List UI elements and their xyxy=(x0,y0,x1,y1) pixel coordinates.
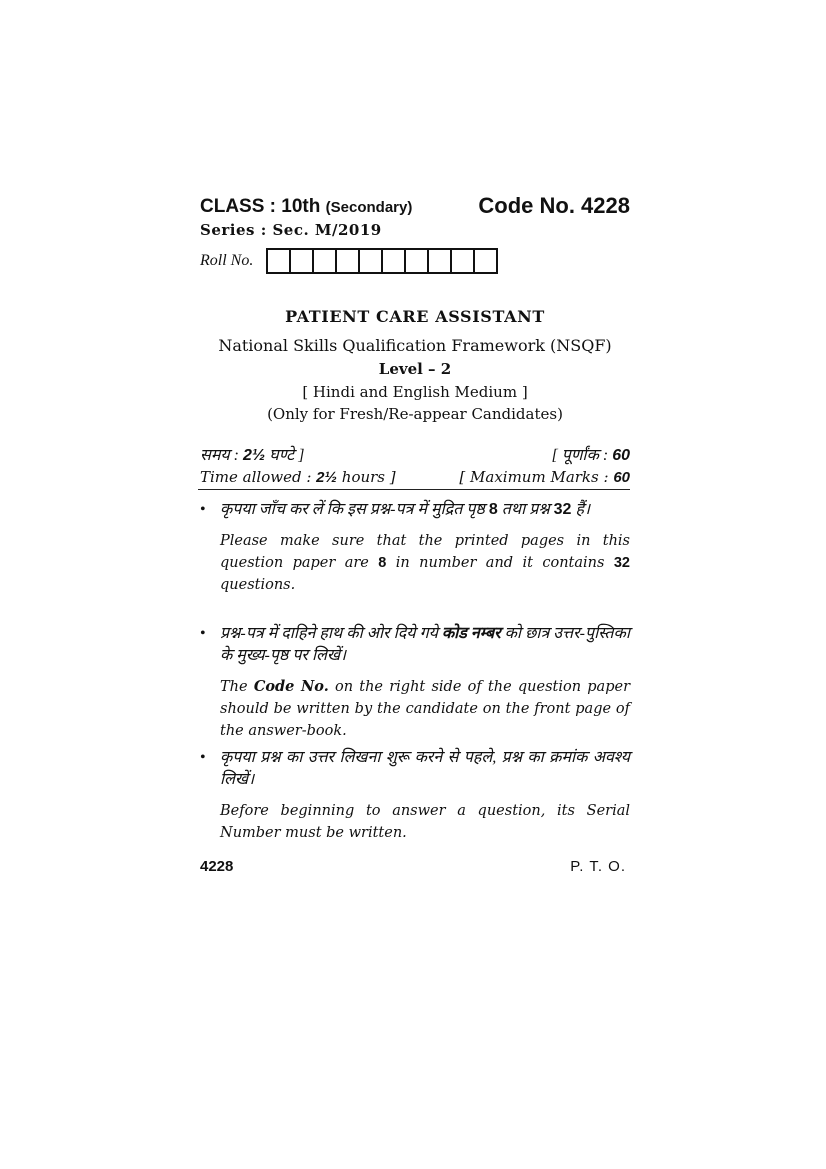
question-count: 32 xyxy=(553,501,572,518)
text: प्रश्न-पत्र में दाहिने हाथ की ओर दिये गये xyxy=(220,625,442,642)
time-hindi-value: 2½ xyxy=(243,447,266,464)
text: हैं। xyxy=(571,501,591,518)
footer-pto: P. T. O. xyxy=(570,858,626,875)
code-number-emphasis: Code No. xyxy=(253,678,329,695)
bullet-icon: • xyxy=(200,501,206,518)
medium-note: [ Hindi and English Medium ] xyxy=(302,383,528,401)
marks-english-label: [ Maximum Marks : xyxy=(459,468,614,486)
text: तथा प्रश्न xyxy=(497,501,554,518)
roll-box[interactable] xyxy=(429,250,452,272)
instruction-2 xyxy=(200,623,630,742)
text: on the right side of the question paper should be written by the candidate on the front page of the answer-book. xyxy=(220,679,631,739)
instruction-1 xyxy=(200,499,630,596)
instruction-3-english: Before beginning to answer a question, its Serial Number must be written. xyxy=(220,803,630,841)
time-hindi-label: समय : xyxy=(200,447,243,464)
bullet-icon: • xyxy=(200,749,206,766)
page-count: 8 xyxy=(378,555,387,571)
text: questions. xyxy=(220,577,296,593)
level-title: Level – 2 xyxy=(378,360,452,378)
footer-code-number: 4228 xyxy=(200,858,234,875)
class-sub: (Secondary) xyxy=(325,199,413,216)
candidates-note: (Only for Fresh/Re-appear Candidates) xyxy=(267,405,563,423)
instruction-3 xyxy=(200,747,630,844)
bullet-icon: • xyxy=(200,625,206,642)
text: The xyxy=(220,679,254,695)
subject-title: PATIENT CARE ASSISTANT xyxy=(285,307,545,326)
text: Please make sure that the printed pages in this question paper are xyxy=(220,533,630,571)
instruction-1-english xyxy=(200,530,630,596)
code-number-emphasis: कोड नम्बर xyxy=(441,625,501,642)
marks-hindi-value: 60 xyxy=(612,447,630,464)
roll-box[interactable] xyxy=(406,250,429,272)
question-count: 32 xyxy=(613,555,630,571)
time-english-value: 2½ xyxy=(316,469,338,486)
time-english-label: Time allowed : xyxy=(200,468,317,486)
class-heading xyxy=(200,196,412,218)
code-number: Code No. 4228 xyxy=(478,193,630,218)
text: कृपया प्रश्न का उत्तर लिखना शुरू करने से पहले, प्रश्न का क्रमांक अवश्य लिखें। xyxy=(220,749,630,788)
time-hindi xyxy=(200,443,304,465)
marks-hindi-label: [ पूर्णांक : xyxy=(551,447,613,464)
roll-box[interactable] xyxy=(475,250,496,272)
time-english-unit: hours ] xyxy=(337,468,396,486)
text: को छात्र उत्तर-पुस्तिका के मुख्य-पृष्ठ पर लिखें। xyxy=(220,625,630,664)
text: कृपया जाँच कर लें कि इस प्रश्न-पत्र में मुद्रित पृष्ठ xyxy=(220,501,489,518)
marks-english-value: 60 xyxy=(613,469,630,486)
roll-box[interactable] xyxy=(268,250,291,272)
text: in number and it contains xyxy=(386,555,614,571)
marks-english xyxy=(459,468,630,486)
time-hindi-unit: घण्टे ] xyxy=(265,447,305,464)
roll-box[interactable] xyxy=(291,250,314,272)
instruction-2-english xyxy=(200,676,630,742)
roll-box[interactable] xyxy=(360,250,383,272)
header-divider xyxy=(198,489,630,490)
roll-box[interactable] xyxy=(383,250,406,272)
roll-number-label: Roll No. xyxy=(200,252,254,269)
roll-number-boxes xyxy=(266,248,498,274)
page-count: 8 xyxy=(488,501,498,518)
marks-hindi xyxy=(552,443,630,465)
roll-box[interactable] xyxy=(314,250,337,272)
roll-box[interactable] xyxy=(337,250,360,272)
class-label: CLASS : 10th xyxy=(200,196,321,217)
instruction-2-hindi xyxy=(200,623,630,667)
roll-box[interactable] xyxy=(452,250,475,272)
instruction-3-hindi xyxy=(200,747,630,791)
time-english xyxy=(200,468,396,486)
framework-title: National Skills Qualification Framework (NSQF) xyxy=(218,336,612,355)
series-label: Series : Sec. M/2019 xyxy=(200,221,382,239)
instruction-1-hindi xyxy=(200,499,630,521)
